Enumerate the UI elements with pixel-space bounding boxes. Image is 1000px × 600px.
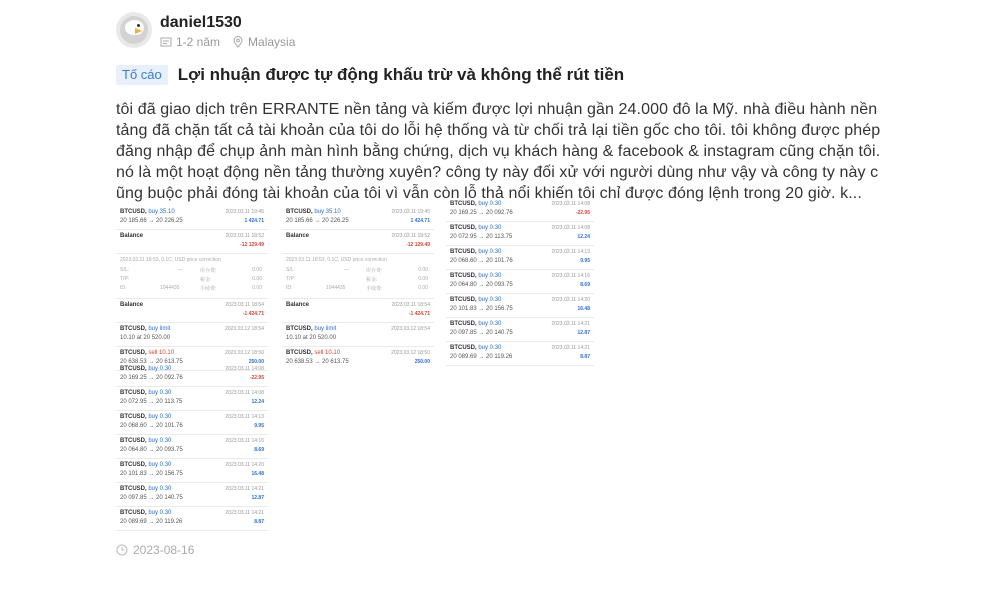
id-value: 1044435: [160, 285, 180, 291]
trade-prices: 20 638.53 → 20 613.75: [286, 359, 349, 365]
balance-row: [116, 299, 268, 323]
trade-time: 2023.03.11 14:13: [551, 249, 590, 255]
trade-title: [450, 345, 501, 351]
sl-value: —: [344, 267, 349, 273]
balance-row: [116, 230, 268, 254]
fee-value: 0.00: [418, 285, 428, 291]
trade-value: 8.69: [580, 282, 590, 288]
trade-title: [450, 201, 501, 207]
balance-label: Balance: [286, 233, 310, 239]
id-value: 1044435: [326, 285, 346, 291]
trade-row: [282, 206, 434, 230]
trade-pair: BTCUSD,: [450, 225, 477, 231]
trade-time: 2023.03.11 14:16: [225, 438, 264, 444]
trade-row: [116, 363, 268, 387]
trade-title: [120, 462, 171, 468]
trade-time: 2023.03.11 19:45: [391, 209, 430, 215]
trade-prices: 20 064.80 → 20 093.75: [450, 282, 513, 288]
trade-pair: BTCUSD,: [120, 438, 147, 444]
trade-pair: BTCUSD,: [120, 390, 147, 396]
balance-time: 2023.03.11 18:52: [225, 233, 264, 239]
trade-value: 8.69: [254, 447, 264, 453]
trade-action: buy 0.30: [148, 462, 172, 468]
post-body[interactable]: tôi đã giao dịch trên ERRANTE nền tảng và kiếm được lợi nhuận gần 24.000 đô la Mỹ. nhà điều hành nền tảng đã chặn tất cả tài khoản của tôi do lỗi hệ thống và từ chối trả lại tiền gốc cho tôi. tôi không được phép đăng nhập để chụp ảnh màn hình bằng chứng, dịch vụ khách hàng & facebook & instagram cũng chặn tôi. nó là một hoạt động nền tảng thường xuyên? công ty này đối xử với người dùng như vậy và công ty này cũng buộc phải đóng tài khoản của tôi vì vẫn còn lỗ thả nổi khiến tôi chỉ được đóng lệnh trong 20 giờ. k...: [116, 101, 881, 202]
trade-value: 12.87: [577, 330, 590, 336]
trade-title: [120, 510, 171, 516]
balance-value: -1 424.71: [408, 311, 430, 317]
trade-list: [116, 363, 268, 531]
tax-label: 税金:: [366, 277, 378, 283]
trade-list: [446, 198, 594, 366]
balance-time: 2023.03.11 18:54: [225, 302, 264, 308]
trade-time: 2023.03.11 14:08: [225, 366, 264, 372]
id-card-icon: [160, 36, 172, 48]
post-title[interactable]: Lợi nhuận được tự động khấu trừ và không thể rút tiền: [177, 65, 625, 84]
trade-action: buy limit: [148, 326, 171, 332]
author-block: [116, 12, 896, 49]
trade-prices: 10.10 at 20 520.00: [120, 335, 171, 341]
sl-value: —: [178, 267, 183, 273]
trade-title: [450, 249, 501, 255]
trade-value: 12.87: [251, 495, 264, 501]
trade-value: 8.87: [580, 354, 590, 360]
eagle-beak-icon: [135, 28, 142, 34]
swap-label: 库存费:: [366, 268, 383, 274]
trade-prices: 20 101.83 → 20 156.75: [450, 306, 513, 312]
location-text: Malaysia: [248, 35, 296, 49]
post-date: [116, 543, 194, 557]
fee-value: 0.00: [252, 285, 262, 291]
trade-value: 12.24: [577, 234, 590, 240]
balance-row: [282, 299, 434, 323]
trade-pair: BTCUSD,: [120, 462, 147, 468]
trade-action: sell 10.10: [148, 350, 175, 356]
swap-value: 0.00: [418, 267, 428, 273]
complaint-post: [116, 12, 896, 204]
id-label: ID:: [120, 285, 127, 291]
balance-row: [282, 230, 434, 254]
trade-time: 2023.03.11 19:45: [225, 209, 264, 215]
trade-time: 2023.03.11 14:13: [225, 414, 264, 420]
trade-row: [446, 270, 594, 294]
trade-pair: BTCUSD,: [450, 345, 477, 351]
trade-row: [282, 323, 434, 347]
trade-action: buy 0.30: [478, 225, 502, 231]
balance-time: 2023.03.11 18:54: [391, 302, 430, 308]
trade-time: 2023.03.11 14:16: [551, 273, 590, 279]
trade-title: [120, 414, 171, 420]
trade-prices: 20 185.66 → 20 226.25: [286, 218, 349, 224]
tp-label: T/P:: [120, 276, 130, 282]
trade-title: [450, 273, 501, 279]
trade-prices: 10.10 at 20 520.00: [286, 335, 337, 341]
trade-action: buy limit: [314, 326, 337, 332]
trade-row: [446, 246, 594, 270]
trade-pair: BTCUSD,: [120, 414, 147, 420]
balance-label: Balance: [120, 233, 144, 239]
trade-row: [116, 483, 268, 507]
trade-pair: BTCUSD,: [120, 486, 147, 492]
trade-action: buy 35.10: [148, 209, 175, 215]
id-label: ID:: [286, 285, 293, 291]
trade-value: 8.87: [254, 519, 264, 525]
trade-action: buy 0.30: [148, 366, 172, 372]
trade-value: 9.95: [580, 258, 590, 264]
trade-pair: BTCUSD,: [450, 249, 477, 255]
trade-value: -22.95: [575, 210, 590, 216]
screenshot-2[interactable]: [282, 206, 434, 366]
trade-action: buy 0.30: [478, 201, 502, 207]
correction-block: [116, 254, 268, 299]
trade-pair: BTCUSD,: [450, 273, 477, 279]
trade-time: 2023.03.11 14:08: [225, 390, 264, 396]
trade-prices: 20 068.60 → 20 101.76: [120, 423, 183, 429]
trade-title: [286, 209, 341, 215]
trade-prices: 20 169.25 → 20 092.76: [450, 210, 513, 216]
trade-pair: BTCUSD,: [120, 350, 147, 356]
tax-value: 0.00: [252, 276, 262, 282]
trade-row: [116, 206, 268, 230]
trade-row: [116, 411, 268, 435]
trade-pair: BTCUSD,: [450, 201, 477, 207]
trade-prices: 20 089.69 → 20 119.26: [120, 519, 183, 525]
trade-time: 2023.03.11 14:21: [225, 486, 264, 492]
trade-pair: BTCUSD,: [286, 350, 313, 356]
trade-value: 9.95: [254, 423, 264, 429]
trade-pair: BTCUSD,: [120, 366, 147, 372]
balance-value: -12 129.49: [240, 242, 264, 248]
screenshot-3[interactable]: [446, 201, 594, 368]
trade-time: 2023.03.11 14:20: [551, 297, 590, 303]
trade-value: 16.48: [577, 306, 590, 312]
trade-value: -22.95: [249, 375, 264, 381]
trade-row: [446, 198, 594, 222]
username[interactable]: daniel1530: [160, 14, 242, 31]
correction-note: 2023.03.11 18:53, 0.1C, USD price correction: [286, 257, 387, 263]
trade-time: 2023.03.12 18:54: [225, 326, 264, 332]
trade-action: buy 0.30: [478, 249, 502, 255]
trade-value: 250.00: [248, 359, 264, 365]
trade-action: buy 0.30: [148, 510, 172, 516]
date-text: 2023-08-16: [133, 543, 195, 557]
trade-value: 1 424.71: [410, 218, 430, 224]
trade-action: buy 0.30: [148, 486, 172, 492]
trade-pair: BTCUSD,: [450, 321, 477, 327]
screenshot-gallery: [116, 201, 606, 536]
avatar[interactable]: [116, 12, 152, 48]
fee-label: 手续费:: [366, 286, 383, 292]
title-row: [116, 65, 896, 85]
trade-prices: 20 097.85 → 20 140.75: [450, 330, 513, 336]
trade-title: [450, 225, 501, 231]
trade-time: 2023.03.12 18:54: [391, 326, 430, 332]
screenshot-1[interactable]: [116, 206, 268, 536]
trade-action: buy 0.30: [148, 414, 172, 420]
trade-time: 2023.03.11 14:08: [551, 201, 590, 207]
trade-action: buy 0.30: [148, 390, 172, 396]
sl-label: S/L:: [120, 267, 129, 273]
sl-label: S/L:: [286, 267, 295, 273]
correction-note: 2023.03.11 18:53, 0.1C, USD price correction: [120, 257, 221, 263]
balance-value: -12 129.49: [406, 242, 430, 248]
trade-title: [120, 350, 174, 356]
trade-title: [450, 321, 501, 327]
tax-value: 0.00: [418, 276, 428, 282]
trade-pair: BTCUSD,: [450, 297, 477, 303]
correction-block: [282, 254, 434, 299]
trade-time: 2023.03.11 14:21: [225, 510, 264, 516]
trade-pair: BTCUSD,: [286, 209, 313, 215]
trade-prices: 20 064.80 → 20 093.75: [120, 447, 183, 453]
experience-text: 1-2 năm: [176, 35, 221, 49]
tax-label: 税金:: [200, 277, 212, 283]
trade-action: sell 10.10: [314, 350, 341, 356]
trade-title: [120, 390, 171, 396]
trade-row: [116, 459, 268, 483]
trade-action: buy 0.30: [478, 297, 502, 303]
trade-prices: 20 169.25 → 20 092.76: [120, 375, 183, 381]
clock-icon: [116, 544, 128, 556]
tp-label: T/P:: [286, 276, 296, 282]
trade-row: [116, 435, 268, 459]
trade-value: 16.48: [251, 471, 264, 477]
trade-prices: 20 072.95 → 20 113.75: [450, 234, 513, 240]
trade-prices: 20 068.60 → 20 101.76: [450, 258, 513, 264]
trade-title: [120, 366, 171, 372]
trade-title: [120, 209, 175, 215]
trade-prices: 20 097.85 → 20 140.75: [120, 495, 183, 501]
trade-pair: BTCUSD,: [286, 326, 313, 332]
trade-action: buy 0.30: [478, 321, 502, 327]
author-meta: [160, 12, 295, 49]
eagle-eye-icon: [137, 24, 140, 27]
trade-time: 2023.03.11 14:21: [551, 321, 590, 327]
trade-pair: BTCUSD,: [120, 326, 147, 332]
balance-value: -1 424.71: [242, 311, 264, 317]
trade-row: [282, 347, 434, 370]
trade-title: [120, 486, 171, 492]
trade-row: [446, 318, 594, 342]
trade-action: buy 0.30: [148, 438, 172, 444]
author-subinfo: [160, 35, 295, 49]
balance-time: 2023.03.11 18:52: [391, 233, 430, 239]
trade-prices: 20 072.95 → 20 113.75: [120, 399, 183, 405]
trade-time: 2023.03.11 14:20: [225, 462, 264, 468]
swap-value: 0.00: [252, 267, 262, 273]
trade-prices: 20 638.53 → 20 613.75: [120, 359, 183, 365]
trade-row: [446, 342, 594, 366]
trade-prices: 20 101.83 → 20 156.75: [120, 471, 183, 477]
trade-prices: 20 185.66 → 20 226.25: [120, 218, 183, 224]
trade-action: buy 0.30: [478, 273, 502, 279]
trade-action: buy 35.10: [314, 209, 341, 215]
trade-action: buy 0.30: [478, 345, 502, 351]
complaint-tag: Tố cáo: [116, 65, 168, 85]
trade-title: [450, 297, 501, 303]
balance-label: Balance: [286, 302, 310, 308]
trade-time: 2023.03.12 18:50: [225, 350, 264, 356]
trade-row: [116, 387, 268, 411]
trade-row: [116, 507, 268, 531]
trade-title: [286, 326, 336, 332]
trade-time: 2023.03.12 18:50: [391, 350, 430, 356]
swap-label: 库存费:: [200, 268, 217, 274]
trade-time: 2023.03.11 14:08: [551, 225, 590, 231]
trade-time: 2023.03.11 14:21: [551, 345, 590, 351]
trade-prices: 20 089.69 → 20 119.26: [450, 354, 513, 360]
location-pin-icon: [232, 36, 244, 48]
trade-row: [446, 222, 594, 246]
trade-title: [286, 350, 340, 356]
trade-row: [116, 323, 268, 347]
trade-value: 12.24: [251, 399, 264, 405]
trade-pair: BTCUSD,: [120, 209, 147, 215]
balance-label: Balance: [120, 302, 144, 308]
trade-value: 1 424.71: [244, 218, 264, 224]
trade-title: [120, 326, 170, 332]
trade-pair: BTCUSD,: [120, 510, 147, 516]
trade-title: [120, 438, 171, 444]
trade-row: [446, 294, 594, 318]
fee-label: 手续费:: [200, 286, 217, 292]
trade-value: 250.00: [414, 359, 430, 365]
